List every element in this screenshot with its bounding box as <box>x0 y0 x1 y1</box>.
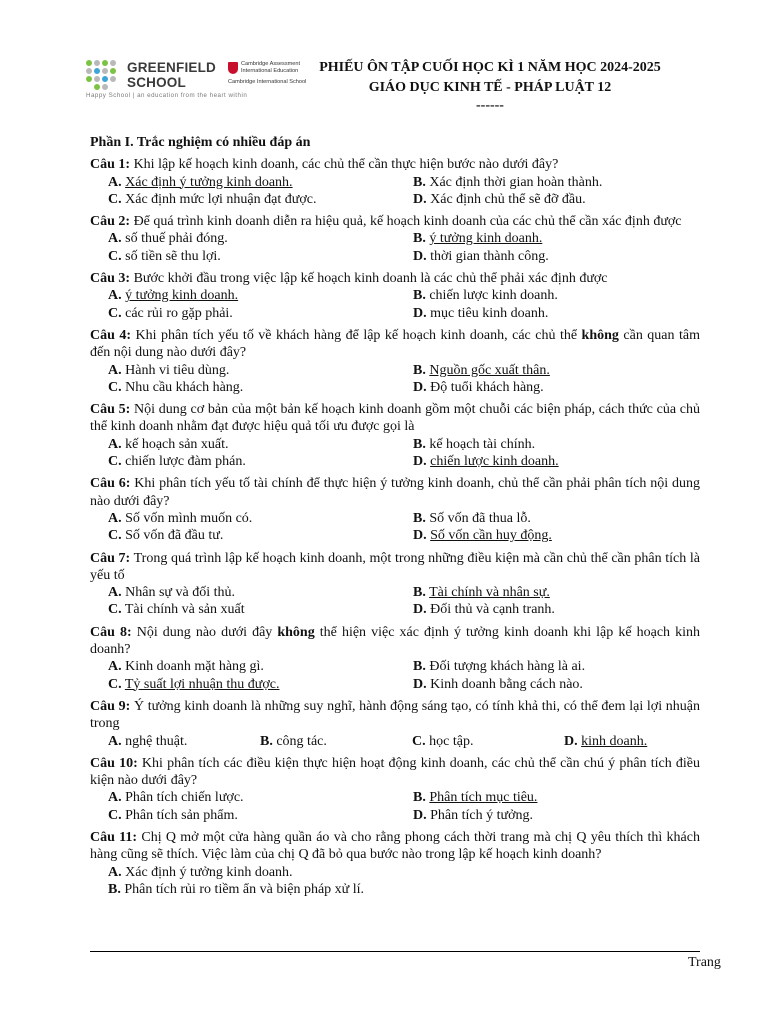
stem-text: Khi phân tích yếu tố về khách hàng để lập kế hoạch kinh doanh, các chủ thể <box>131 327 582 343</box>
question-8 <box>90 624 700 693</box>
answer-options <box>90 510 700 545</box>
option-text: Hành vi tiêu dùng. <box>125 362 230 378</box>
option-text-correct: kinh doanh. <box>581 733 648 749</box>
question-7 <box>90 550 700 619</box>
question-stem <box>90 829 700 864</box>
answer-option <box>413 601 718 618</box>
question-stem <box>90 213 700 230</box>
option-letter: D. <box>413 248 427 264</box>
question-stem <box>90 401 700 436</box>
stem-text: Chị Q mở một cửa hàng quần áo và cho rằng phong cách thời trang mà chị Q yêu thích thì khách hàng cũng sẽ thích. Việc làm của chị Q đã bỏ qua bước nào trong lập kế hoạch kinh doanh? <box>90 829 700 863</box>
answer-option <box>413 362 718 379</box>
option-letter: A. <box>108 436 122 452</box>
stem-text: Ý tưởng kinh doanh là những suy nghĩ, hành động sáng tạo, có tính khả thi, có thể đem lại lợi nhuận trong <box>90 698 701 732</box>
option-letter: B. <box>413 362 426 378</box>
option-letter: A. <box>108 288 122 304</box>
option-letter: A. <box>108 733 122 749</box>
answer-option <box>108 881 708 898</box>
answer-option <box>413 658 718 675</box>
question-11 <box>90 829 700 898</box>
option-letter: C. <box>412 733 426 749</box>
option-letter: D. <box>413 528 427 544</box>
answer-option <box>413 305 718 322</box>
option-letter: D. <box>413 676 427 692</box>
option-letter: B. <box>413 510 426 526</box>
answer-option <box>108 601 413 618</box>
option-text: Số vốn đã đầu tư. <box>125 528 224 544</box>
option-letter: A. <box>108 231 122 247</box>
answer-option <box>108 436 413 453</box>
answer-option <box>108 379 413 396</box>
question-label: Câu 7: <box>90 550 131 566</box>
stem-text: Nội dung cơ bản của một bản kế hoạch kinh doanh gồm một chuỗi các biện pháp, cách thức của chủ thể kinh doanh nhằm đạt được hiệu quả tối ưu được gọi là <box>90 402 700 435</box>
option-text-correct: Xác định ý tưởng kinh doanh. <box>125 174 293 190</box>
option-letter: A. <box>108 174 122 190</box>
option-letter: C. <box>108 248 122 264</box>
answer-option <box>108 864 708 881</box>
answer-option <box>108 584 413 601</box>
cambridge-shield-icon <box>228 62 238 74</box>
answer-option <box>413 191 718 208</box>
option-letter: A. <box>108 585 122 601</box>
option-letter: C. <box>108 379 122 395</box>
option-letter: C. <box>108 191 122 207</box>
option-letter: B. <box>413 288 426 304</box>
question-stem <box>90 327 700 362</box>
question-label: Câu 5: <box>90 402 131 418</box>
option-letter: C. <box>108 305 122 321</box>
option-letter: C. <box>108 807 122 823</box>
option-text: Tài chính và sản xuất <box>124 602 245 618</box>
option-letter: D. <box>413 454 427 470</box>
title-separator: ------ <box>476 98 504 113</box>
exam-content <box>90 134 700 903</box>
question-5 <box>90 401 700 470</box>
question-stem <box>90 270 700 287</box>
option-text: các rủi ro gặp phải. <box>125 305 233 321</box>
answer-option <box>108 527 413 544</box>
doc-subtitle: GIÁO DỤC KINH TẾ - PHÁP LUẬT 12 <box>368 80 612 95</box>
option-text: kế hoạch sản xuất. <box>125 436 229 452</box>
stem-text: cần quan tâm đến nội dung nào dưới đây? <box>90 327 701 361</box>
answer-option <box>108 510 413 527</box>
stem-emphasis: không <box>581 327 619 343</box>
option-text: thời gian thành công. <box>430 248 549 264</box>
option-text: Phân tích chiến lược. <box>125 790 244 806</box>
question-label: Câu 3: <box>90 271 131 287</box>
question-stem <box>90 156 700 173</box>
answer-option <box>108 230 413 247</box>
footer-divider <box>90 951 700 952</box>
option-letter: B. <box>413 231 426 247</box>
answer-options <box>90 362 700 397</box>
page-label: Trang <box>688 955 721 970</box>
option-text: Phân tích rủi ro tiềm ẩn và biện pháp xử lí. <box>124 881 365 897</box>
answer-options <box>90 733 700 750</box>
option-text: học tập. <box>429 733 474 749</box>
option-text: công tác. <box>276 733 327 749</box>
option-text: số tiền sẽ thu lợi. <box>125 248 221 264</box>
answer-option <box>108 733 260 750</box>
answer-option <box>413 584 718 601</box>
question-list <box>90 156 700 898</box>
option-text: Đối tượng khách hàng là ai. <box>429 659 586 675</box>
school-logo <box>86 58 326 104</box>
option-letter: D. <box>413 191 427 207</box>
option-letter: A. <box>108 510 122 526</box>
answer-option <box>108 789 413 806</box>
option-text: mục tiêu kinh doanh. <box>430 305 549 321</box>
answer-options <box>90 436 700 471</box>
question-3 <box>90 270 700 322</box>
question-label: Câu 11: <box>90 829 138 845</box>
option-text: Nhân sự và đối thủ. <box>125 585 235 601</box>
question-stem <box>90 755 700 790</box>
option-letter: D. <box>413 379 427 395</box>
option-letter: D. <box>413 602 427 618</box>
option-text: kế hoạch tài chính. <box>429 436 536 452</box>
cambridge-badge: Cambridge Assessment International Education Cambridge International School <box>228 61 307 85</box>
option-text-correct: Số vốn cần huy động. <box>430 528 552 544</box>
option-text-correct: ý tưởng kinh doanh. <box>429 231 543 247</box>
question-label: Câu 10: <box>90 755 138 771</box>
option-text: Nhu cầu khách hàng. <box>125 379 244 395</box>
answer-option <box>108 658 413 675</box>
option-letter: B. <box>413 585 426 601</box>
option-letter: A. <box>108 659 122 675</box>
stem-emphasis: không <box>277 624 315 640</box>
answer-option <box>413 436 718 453</box>
answer-option <box>108 174 413 191</box>
answer-option <box>108 191 413 208</box>
option-text: Xác định mức lợi nhuận đạt được. <box>125 191 317 207</box>
answer-option <box>413 807 718 824</box>
question-stem <box>90 475 700 510</box>
option-letter: B. <box>413 790 426 806</box>
option-letter: D. <box>564 733 578 749</box>
option-text-correct: chiến lược kinh doanh. <box>430 454 559 470</box>
option-letter: B. <box>413 436 426 452</box>
option-text-correct: Tài chính và nhân sự. <box>429 585 550 601</box>
option-letter: B. <box>413 659 426 675</box>
answer-option <box>413 527 718 544</box>
answer-options <box>90 864 700 899</box>
option-letter: B. <box>108 881 121 897</box>
option-text: chiến lược kinh doanh. <box>429 288 558 304</box>
option-letter: B. <box>260 733 273 749</box>
section-title: Phần I. Trắc nghiệm có nhiều đáp án <box>90 135 311 150</box>
option-text: số thuế phải đóng. <box>125 231 228 247</box>
question-4 <box>90 327 700 396</box>
option-letter: A. <box>108 362 122 378</box>
answer-option <box>413 248 718 265</box>
answer-option <box>108 248 413 265</box>
option-text: Xác định ý tưởng kinh doanh. <box>125 864 293 880</box>
answer-option <box>564 733 716 750</box>
question-label: Câu 9: <box>90 698 131 714</box>
question-label: Câu 8: <box>90 624 132 640</box>
stem-text: thể hiện việc xác định ý tưởng kinh doanh khi lập kế hoạch kinh doanh? <box>90 624 701 658</box>
answer-option <box>108 676 413 693</box>
answer-option <box>413 453 718 470</box>
stem-text: Khi phân tích các điều kiện thực hiện hoạt động kinh doanh, các chủ thể cần chú ý phân tích điều kiện nào dưới đây? <box>90 755 701 789</box>
option-letter: D. <box>413 305 427 321</box>
answer-option <box>413 174 718 191</box>
answer-options <box>90 287 700 322</box>
option-letter: C. <box>108 528 122 544</box>
option-letter: A. <box>108 864 122 880</box>
option-text: Kinh doanh bằng cách nào. <box>430 676 583 692</box>
school-name: GREENFIELD SCHOOL <box>127 60 217 90</box>
answer-option <box>413 789 718 806</box>
option-letter: A. <box>108 790 122 806</box>
option-text: Đối thủ và cạnh tranh. <box>430 602 555 618</box>
option-text-correct: Phân tích mục tiêu. <box>429 790 538 806</box>
answer-option <box>108 305 413 322</box>
question-label: Câu 2: <box>90 214 131 230</box>
stem-text: Để quá trình kinh doanh diễn ra hiệu quả, kế hoạch kinh doanh của các chủ thể cần xác định được <box>130 214 682 230</box>
stem-text: Khi phân tích yếu tố tài chính để thực hiện ý tưởng kinh doanh, chủ thể cần phải phân tích nội dung nào dưới đây? <box>90 476 700 509</box>
option-text: chiến lược đàm phán. <box>125 454 246 470</box>
option-letter: C. <box>108 602 122 618</box>
answer-option <box>260 733 412 750</box>
answer-option <box>413 676 718 693</box>
question-label: Câu 4: <box>90 327 132 343</box>
answer-option <box>413 379 718 396</box>
answer-options <box>90 789 700 824</box>
answer-option <box>413 230 718 247</box>
answer-options <box>90 584 700 619</box>
stem-text: Trong quá trình lập kế hoạch kinh doanh, một trong những điều kiện mà cần chủ thể cần phân tích là yếu tố <box>90 550 701 583</box>
option-text: nghệ thuật. <box>125 733 188 749</box>
stem-text: Nội dung nào dưới đây <box>131 624 278 640</box>
doc-title: PHIẾU ÔN TẬP CUỐI HỌC KÌ 1 NĂM HỌC 2024-2025 <box>319 60 661 75</box>
option-text: Số vốn đã thua lỗ. <box>429 510 531 526</box>
answer-options <box>90 174 700 209</box>
option-text: Phân tích sản phẩm. <box>125 807 238 823</box>
question-2 <box>90 213 700 265</box>
option-letter: C. <box>108 676 122 692</box>
answer-option <box>108 362 413 379</box>
question-label: Câu 6: <box>90 476 131 492</box>
option-letter: D. <box>413 807 427 823</box>
answer-option <box>108 807 413 824</box>
stem-text: Bước khởi đầu trong việc lập kế hoạch kinh doanh là các chủ thể phải xác định được <box>130 271 608 287</box>
answer-option <box>413 510 718 527</box>
question-9 <box>90 698 700 750</box>
question-stem <box>90 624 700 659</box>
answer-options <box>90 230 700 265</box>
question-10 <box>90 755 700 824</box>
question-label: Câu 1: <box>90 157 131 173</box>
answer-option <box>108 453 413 470</box>
option-text: Độ tuổi khách hàng. <box>430 379 544 395</box>
option-letter: B. <box>413 174 426 190</box>
option-text: Kinh doanh mặt hàng gì. <box>125 659 264 675</box>
question-stem <box>90 698 700 733</box>
option-text-correct: Nguồn gốc xuất thân. <box>429 362 550 378</box>
answer-option <box>108 287 413 304</box>
option-text-correct: ý tưởng kinh doanh. <box>125 288 239 304</box>
stem-text: Khi lập kế hoạch kinh doanh, các chủ thể cần thực hiện bước nào dưới đây? <box>130 157 559 173</box>
question-stem <box>90 550 700 585</box>
answer-option <box>412 733 564 750</box>
logo-dots-icon <box>86 60 122 90</box>
option-text: Xác định thời gian hoàn thành. <box>429 174 603 190</box>
question-1 <box>90 156 700 208</box>
answer-option <box>413 287 718 304</box>
option-letter: C. <box>108 454 122 470</box>
logo-tagline: Happy School | an education from the heart within <box>86 92 248 99</box>
option-text-correct: Tỷ suất lợi nhuận thu được. <box>124 676 280 692</box>
question-6 <box>90 475 700 544</box>
option-text: Số vốn mình muốn có. <box>125 510 253 526</box>
option-text: Xác định chủ thể sẽ đỡ đầu. <box>430 191 586 207</box>
answer-options <box>90 658 700 693</box>
option-text: Phân tích ý tưởng. <box>430 807 533 823</box>
